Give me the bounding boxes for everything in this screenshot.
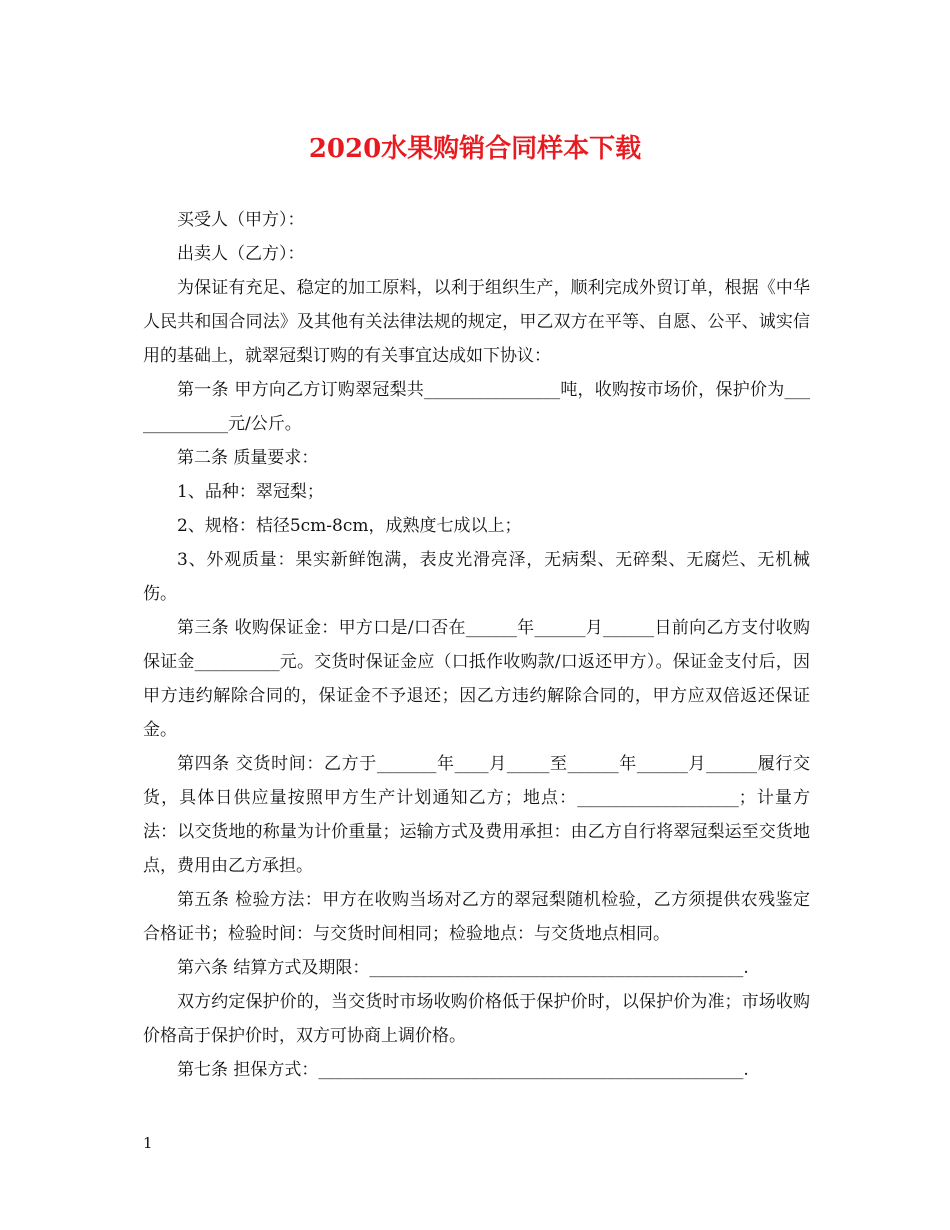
paragraph-seller: 出卖人（乙方）：	[177, 244, 305, 264]
paragraph-price-agreement: 双方约定保护价的，当交货时市场收购价格低于保护价时，以保护价为准；市场收购价格高于保护价时，双方可协商上调价格。	[143, 992, 810, 1046]
paragraph-article-3: 第三条 收购保证金：甲方口是/口否在______年______月______日前向乙方支付收购保证金__________元。交货时保证金应（口抵作收购款/口返还甲方）。保证金支付后，因甲方违约解除合同的，保证金不予退还；因乙方违约解除合同的，甲方应双倍返还保证金。	[143, 618, 810, 740]
paragraph-appearance: 3、外观质量：果实新鲜饱满，表皮光滑亮泽，无病梨、无碎梨、无腐烂、无机械伤。	[143, 550, 810, 604]
paragraph-article-5: 第五条 检验方法：甲方在收购当场对乙方的翠冠梨随机检验，乙方须提供农残鉴定合格证书；检验时间：与交货时间相同；检验地点：与交货地点相同。	[143, 890, 810, 944]
paragraph-spec: 2、规格：桔径5cm-8cm，成熟度七成以上；	[177, 516, 522, 536]
paragraph-article-1: 第一条 甲方向乙方订购翠冠梨共________________吨，收购按市场价，保护价为_____________元/公斤。	[143, 380, 810, 434]
paragraph-variety: 1、品种：翠冠梨；	[177, 482, 324, 502]
paragraph-article-7: 第七条 担保方式：__________________________________________________.	[177, 1060, 749, 1080]
page-number: 1	[143, 1134, 153, 1152]
paragraph-article-4: 第四条 交货时间：乙方于_______年____月_____至______年______月______履行交货，具体日供应量按照甲方生产计划通知乙方；地点：___________________；计量方法：以交货地的称量为计价重量；运输方式及费用承担：由乙方自行将翠冠梨运至交货地点，费用由乙方承担。	[143, 754, 810, 876]
paragraph-preamble: 为保证有充足、稳定的加工原料，以利于组织生产，顺利完成外贸订单，根据《中华人民共和国合同法》及其他有关法律法规的规定，甲乙双方在平等、自愿、公平、诚实信用的基础上，就翠冠梨订购的有关事宜达成如下协议：	[143, 278, 810, 366]
paragraph-article-6: 第六条 结算方式及期限：____________________________________________.	[177, 958, 749, 978]
document-body	[143, 203, 810, 1087]
document-title: 2020水果购销合同样本下载	[308, 134, 642, 164]
paragraph-buyer: 买受人（甲方）：	[177, 210, 305, 230]
paragraph-article-2: 第二条 质量要求：	[177, 448, 319, 468]
